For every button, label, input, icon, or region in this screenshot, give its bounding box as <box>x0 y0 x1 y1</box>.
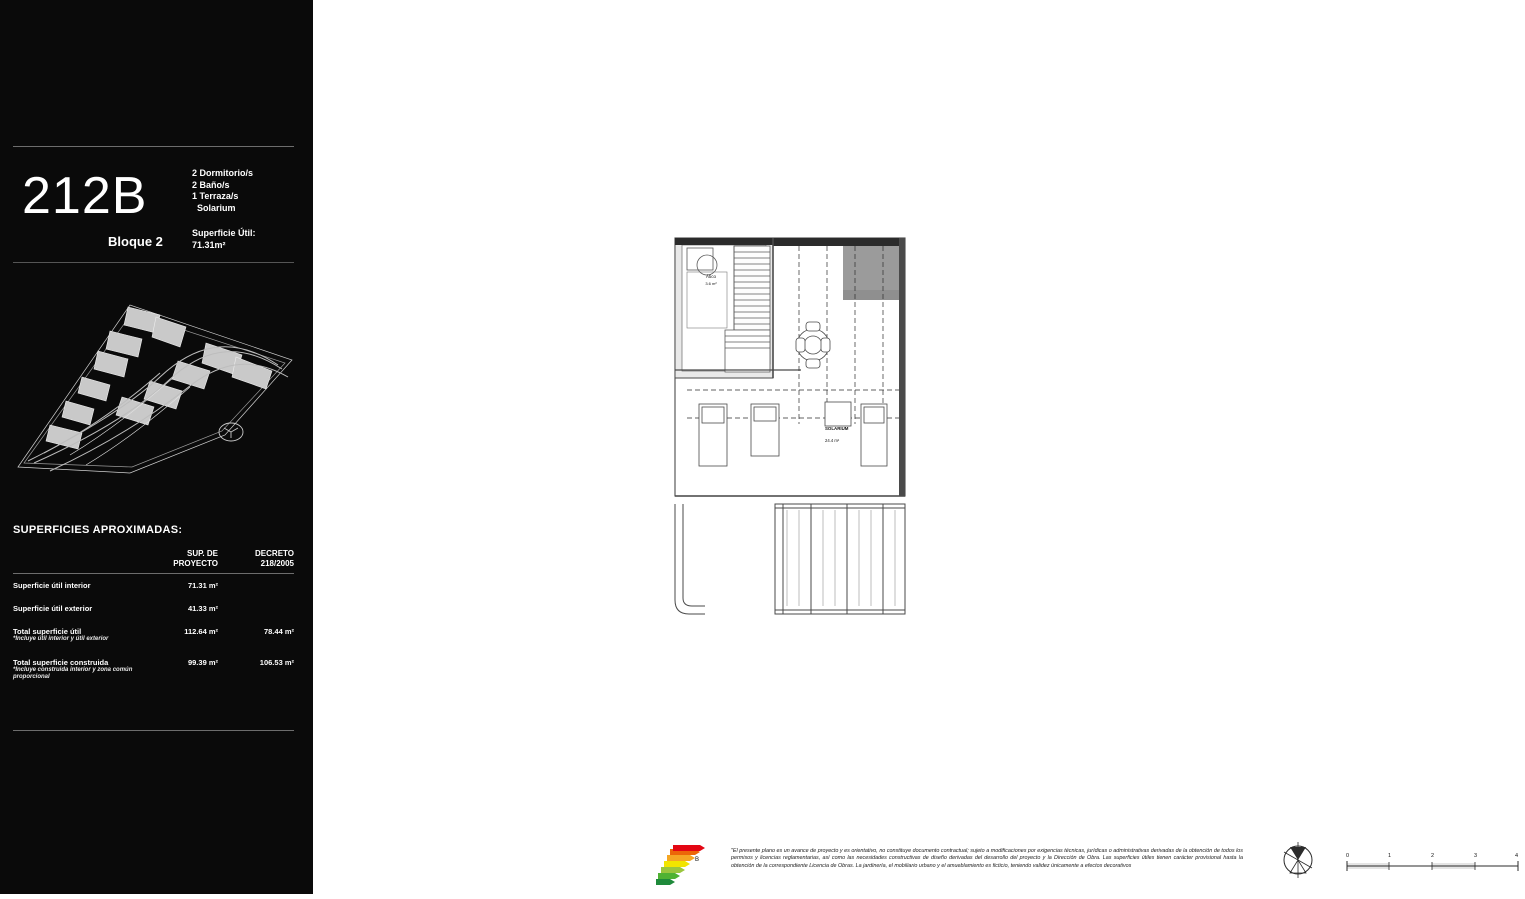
surfaces-title: SUPERFICIES APROXIMADAS: <box>13 524 183 536</box>
table-row <box>13 651 294 689</box>
scale-tick-0: 0 <box>1346 853 1350 859</box>
row-proyecto: 99.39 m² <box>187 657 218 667</box>
table-header-decreto: DECRETO 218/2005 <box>218 549 294 574</box>
row-label: Superficie útil exterior <box>13 604 93 613</box>
disclaimer-text: "El presente plano es un avance de proyecto y es orientativo, no constituye documento contractual; sujeto a modificaciones por exigencias técnicas, jurídicas o administrativas derivadas de la obtención de todos los permisos y licencias reglamentarias, así como las necesidades constructivas de diseño derivadas del desarrollo del proyecto y la Dirección de Obra. Las superficies útiles tienen carácter provisional hasta la obtención de la correspondiente Licencia de Obras. La jardinería, el mobiliario urbano y el amueblamiento es ficticio, teniendo validez únicamente a efectos decorativos <box>731 848 1243 869</box>
room-area-solarium: 24.4 m² <box>825 438 840 443</box>
table-row <box>13 574 294 598</box>
row-decreto: 106.53 m² <box>259 657 294 667</box>
scale-tick-1: 1 <box>1388 853 1392 859</box>
room-label-solarium: SOLARIUM <box>825 426 849 431</box>
spec-terraces: 1 Terraza/s <box>192 191 239 201</box>
compass-north-icon <box>219 423 243 441</box>
row-proyecto: 71.31 m² <box>187 581 218 590</box>
scale-tick-2: 2 <box>1431 853 1435 859</box>
useful-surface-value: 71.31m² <box>192 239 226 250</box>
row-label: Total superficie útil *Incluye útil interior y útil exterior <box>13 620 133 651</box>
surfaces-table <box>13 549 294 689</box>
row-note: *Incluye construida interior y zona común proporcional <box>13 666 133 680</box>
spec-bathrooms: 2 Baño/s <box>192 179 230 190</box>
energy-rating-letter: B <box>695 857 700 863</box>
energy-rating-icon <box>656 845 716 887</box>
block-label: Bloque 2 <box>108 234 163 249</box>
table-header-blank <box>13 549 133 574</box>
row-label: Total superficie construida *Incluye construida interior y zona común proporcional <box>13 657 133 680</box>
floorplan-canvas <box>313 0 1519 894</box>
scale-tick-3: 3 <box>1474 853 1478 859</box>
useful-surface-block <box>192 228 256 251</box>
site-plan-illustration <box>10 285 305 485</box>
spec-bedrooms: 2 Dormitorio/s <box>192 168 254 178</box>
table-row <box>13 597 294 620</box>
divider-mid <box>13 262 294 263</box>
row-note: *Incluye útil interior y útil exterior <box>13 636 109 642</box>
row-decreto <box>218 574 294 598</box>
row-proyecto: 112.64 m² <box>184 627 218 636</box>
room-area-atico: 3.6 m² <box>705 281 717 286</box>
room-label-atico: Ático <box>705 274 717 279</box>
spec-solarium: Solarium <box>192 202 236 213</box>
row-decreto: 78.44 m² <box>263 627 294 636</box>
floorplan-drawing <box>313 0 1266 894</box>
useful-surface-caption: Superficie Útil: <box>192 228 256 238</box>
row-proyecto: 41.33 m² <box>187 604 218 613</box>
divider-top <box>13 146 294 147</box>
compass-north-icon <box>1276 838 1320 882</box>
unit-code: 212B <box>22 167 148 225</box>
row-decreto <box>218 597 294 620</box>
info-sidebar <box>0 0 313 894</box>
divider-bottom <box>13 730 294 731</box>
row-label: Superficie útil interior <box>13 581 91 590</box>
table-row <box>13 620 294 651</box>
unit-specs <box>192 168 253 214</box>
scale-tick-4: 4 <box>1515 853 1519 859</box>
table-header-proyecto: SUP. DE PROYECTO <box>133 549 218 574</box>
